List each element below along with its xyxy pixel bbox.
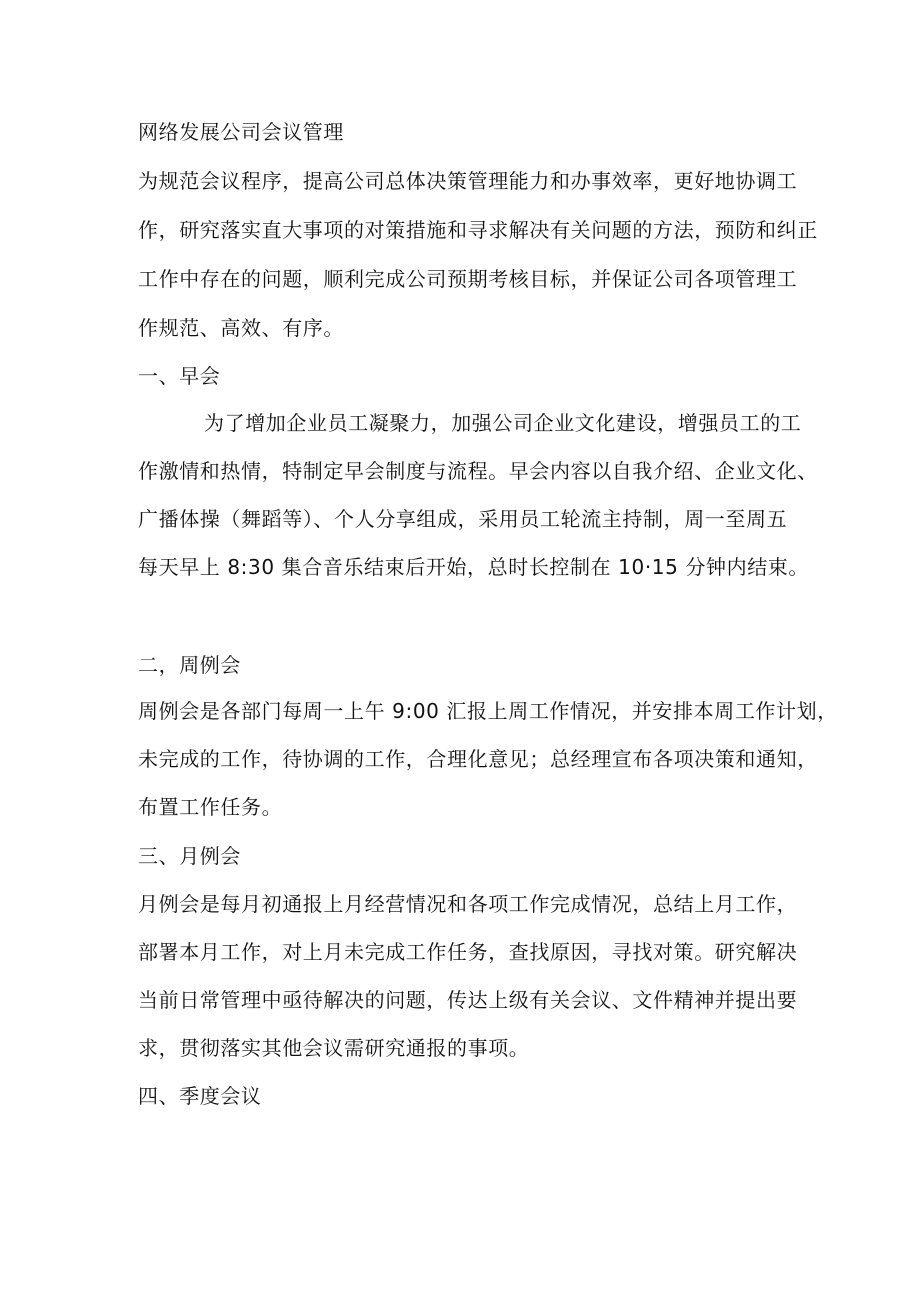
document-title: 网络发展公司会议管理 <box>138 120 344 144</box>
intro-line-4: 作规范、高效、有序。 <box>138 316 344 340</box>
section-heading-weekly-meeting: 二，周例会 <box>138 653 241 677</box>
section-heading-quarterly-meeting: 四、季度会议 <box>138 1084 262 1108</box>
section3-line-4: 求，贯彻落实其他会议需研究通报的事项。 <box>138 1036 530 1060</box>
section1-line-1: 为了增加企业员工凝聚力，加强公司企业文化建设，增强员工的工 <box>204 411 802 435</box>
section2-line-1: 周例会是各部门每周一上午 9:00 汇报上周工作情况，并安排本周工作计划， <box>138 699 838 723</box>
intro-line-3: 工作中存在的问题，顺利完成公司预期考核目标，并保证公司各项管理工 <box>138 267 798 291</box>
section2-line-3: 布置工作任务。 <box>138 795 283 819</box>
intro-line-2: 作，研究落实直大事项的对策措施和寻求解决有关问题的方法，预防和纠正 <box>138 218 818 242</box>
section-heading-monthly-meeting: 三、月例会 <box>138 844 241 868</box>
section3-line-2: 部署本月工作，对上月未完成工作任务，查找原因，寻找对策。研究解决 <box>138 940 798 964</box>
section3-line-1: 月例会是每月初通报上月经营情况和各项工作完成情况，总结上月工作， <box>138 892 798 916</box>
section-heading-morning-meeting: 一、早会 <box>138 364 221 388</box>
section1-line-3: 广播体操（舞蹈等）、个人分享组成，采用员工轮流主持制，周一至周五 <box>138 507 788 531</box>
section1-line-4: 每天早上 8:30 集合音乐结束后开始，总时长控制在 10·15 分钟内结束。 <box>138 555 809 579</box>
section1-line-2: 作激情和热情，特制定早会制度与流程。早会内容以自我介绍、企业文化、 <box>138 459 818 483</box>
section3-line-3: 当前日常管理中亟待解决的问题，传达上级有关会议、文件精神并提出要 <box>138 988 798 1012</box>
section2-line-2: 未完成的工作，待协调的工作，合理化意见；总经理宣布各项决策和通知， <box>138 747 818 771</box>
intro-line-1: 为规范会议程序，提高公司总体决策管理能力和办事效率，更好地协调工 <box>138 169 798 193</box>
